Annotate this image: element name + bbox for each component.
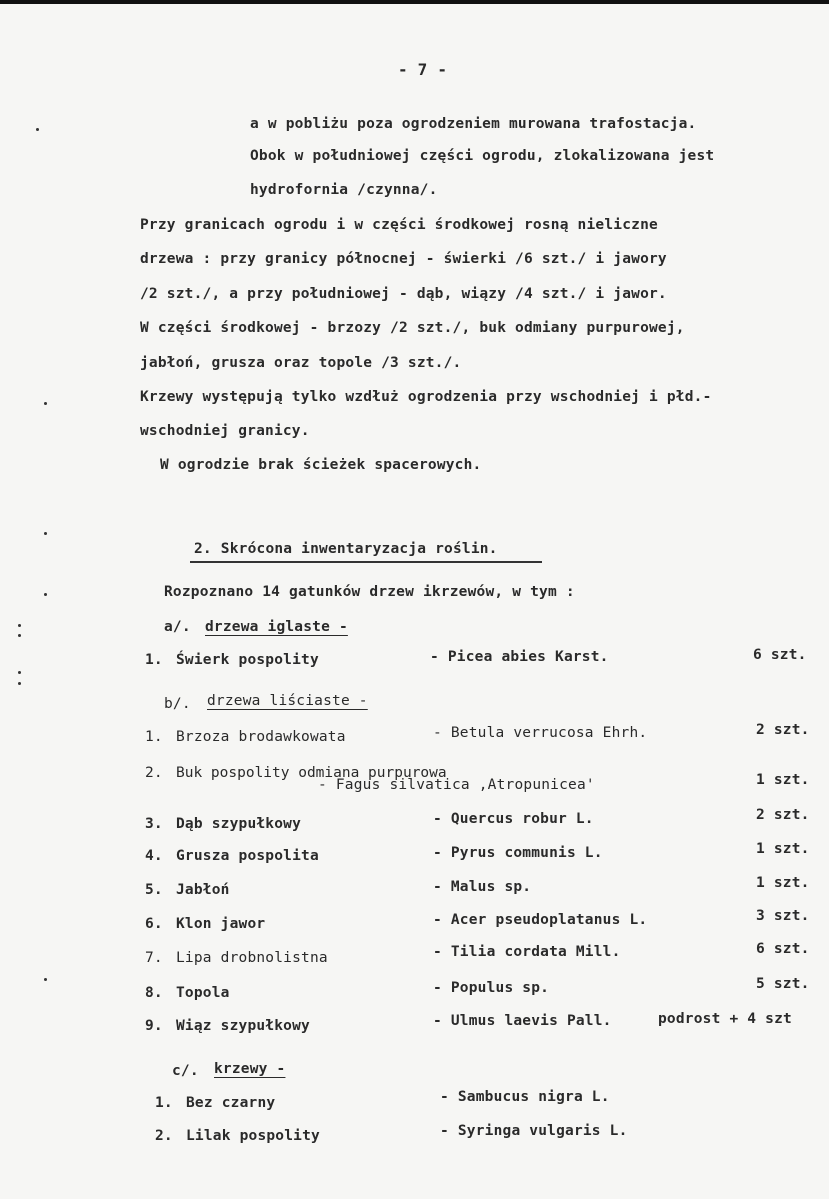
paragraph-line: W ogrodzie brak ścieżek spacerowych. <box>160 457 482 473</box>
intro-line: Obok w południowej części ogrodu, zlokalizowana jest <box>250 148 715 164</box>
item-count: 1 szt. <box>756 875 810 891</box>
item-latin-name: - Fagus silvatica ,Atropunicea' <box>318 777 595 793</box>
item-common-name: Buk pospolity odmiana purpurowa <box>176 765 447 781</box>
margin-speck <box>18 671 21 674</box>
item-count: 6 szt. <box>753 647 807 663</box>
item-number: 1. <box>145 652 163 668</box>
item-common-name: Lilak pospolity <box>186 1128 320 1144</box>
item-common-name: Klon jawor <box>176 916 266 932</box>
item-common-name: Topola <box>176 985 230 1001</box>
item-count: 2 szt. <box>756 807 810 823</box>
item-common-name: Brzoza brodawkowata <box>176 729 346 745</box>
paragraph-line: wschodniej granicy. <box>140 423 310 439</box>
item-number: 1. <box>155 1095 173 1111</box>
group-b-title: drzewa liściaste - <box>207 693 368 709</box>
group-c-prefix: c/. <box>172 1063 199 1079</box>
item-latin-name: - Pyrus communis L. <box>433 845 603 861</box>
item-number: 5. <box>145 882 163 898</box>
item-latin-name: - Betula verrucosa Ehrh. <box>433 725 648 741</box>
item-latin-name: - Picea abies Karst. <box>430 649 609 665</box>
section-heading: 2. Skrócona inwentaryzacja roślin. <box>194 541 498 557</box>
item-common-name: Bez czarny <box>186 1095 276 1111</box>
item-latin-name: - Quercus robur L. <box>433 811 594 827</box>
paragraph-line: Krzewy występują tylko wzdłuż ogrodzenia przy wschodniej i płd.- <box>140 389 712 405</box>
item-number: 6. <box>145 916 163 932</box>
paragraph-line: drzewa : przy granicy północnej - świerki /6 szt./ i jawory <box>140 251 667 267</box>
item-count: 1 szt. <box>756 841 810 857</box>
item-number: 8. <box>145 985 163 1001</box>
item-common-name: Grusza pospolita <box>176 848 319 864</box>
intro-line: a w pobliżu poza ogrodzeniem murowana trafostacja. <box>250 116 697 132</box>
page-number: - 7 - <box>398 60 448 79</box>
margin-speck <box>18 624 21 627</box>
item-latin-name: - Malus sp. <box>433 879 532 895</box>
item-number: 3. <box>145 816 163 832</box>
heading-underline <box>190 561 542 563</box>
margin-speck <box>36 128 39 131</box>
margin-speck <box>44 593 47 596</box>
item-count: 3 szt. <box>756 908 810 924</box>
item-latin-name: - Sambucus nigra L. <box>440 1089 610 1105</box>
item-common-name: Wiąz szypułkowy <box>176 1018 310 1034</box>
item-latin-name: - Syringa vulgaris L. <box>440 1123 628 1139</box>
item-count: 2 szt. <box>756 722 810 738</box>
group-c-title: krzewy - <box>214 1061 286 1077</box>
margin-speck <box>18 682 21 685</box>
paragraph-line: jabłoń, grusza oraz topole /3 szt./. <box>140 355 462 371</box>
item-number: 1. <box>145 729 163 745</box>
group-b-prefix: b/. <box>164 696 191 712</box>
item-count: 6 szt. <box>756 941 810 957</box>
item-number: 9. <box>145 1018 163 1034</box>
section-intro: Rozpoznano 14 gatunków drzew ikrzewów, w tym : <box>164 584 575 600</box>
paragraph-line: Przy granicach ogrodu i w części środkowej rosną nieliczne <box>140 217 658 233</box>
item-number: 2. <box>155 1128 173 1144</box>
item-number: 2. <box>145 765 163 781</box>
margin-speck <box>18 634 21 637</box>
paragraph-line: /2 szt./, a przy południowej - dąb, wiązy /4 szt./ i jawor. <box>140 286 667 302</box>
item-count: 1 szt. <box>756 772 810 788</box>
item-common-name: Jabłoń <box>176 882 230 898</box>
item-count: podrost + 4 szt <box>658 1011 792 1027</box>
intro-line: hydrofornia /czynna/. <box>250 182 438 198</box>
item-count: 5 szt. <box>756 976 810 992</box>
paragraph-line: W części środkowej - brzozy /2 szt./, buk odmiany purpurowej, <box>140 320 685 336</box>
scan-edge <box>0 0 829 4</box>
group-a-title: drzewa iglaste - <box>205 619 348 635</box>
item-latin-name: - Ulmus laevis Pall. <box>433 1013 612 1029</box>
item-common-name: Dąb szypułkowy <box>176 816 302 832</box>
item-common-name: Świerk pospolity <box>176 652 319 668</box>
item-number: 7. <box>145 950 163 966</box>
margin-speck <box>44 402 47 405</box>
item-latin-name: - Populus sp. <box>433 980 550 996</box>
margin-speck <box>44 532 47 535</box>
item-latin-name: - Acer pseudoplatanus L. <box>433 912 648 928</box>
item-number: 4. <box>145 848 163 864</box>
margin-speck <box>44 978 47 981</box>
group-a-prefix: a/. <box>164 619 191 635</box>
item-latin-name: - Tilia cordata Mill. <box>433 944 621 960</box>
item-common-name: Lipa drobnolistna <box>176 950 328 966</box>
